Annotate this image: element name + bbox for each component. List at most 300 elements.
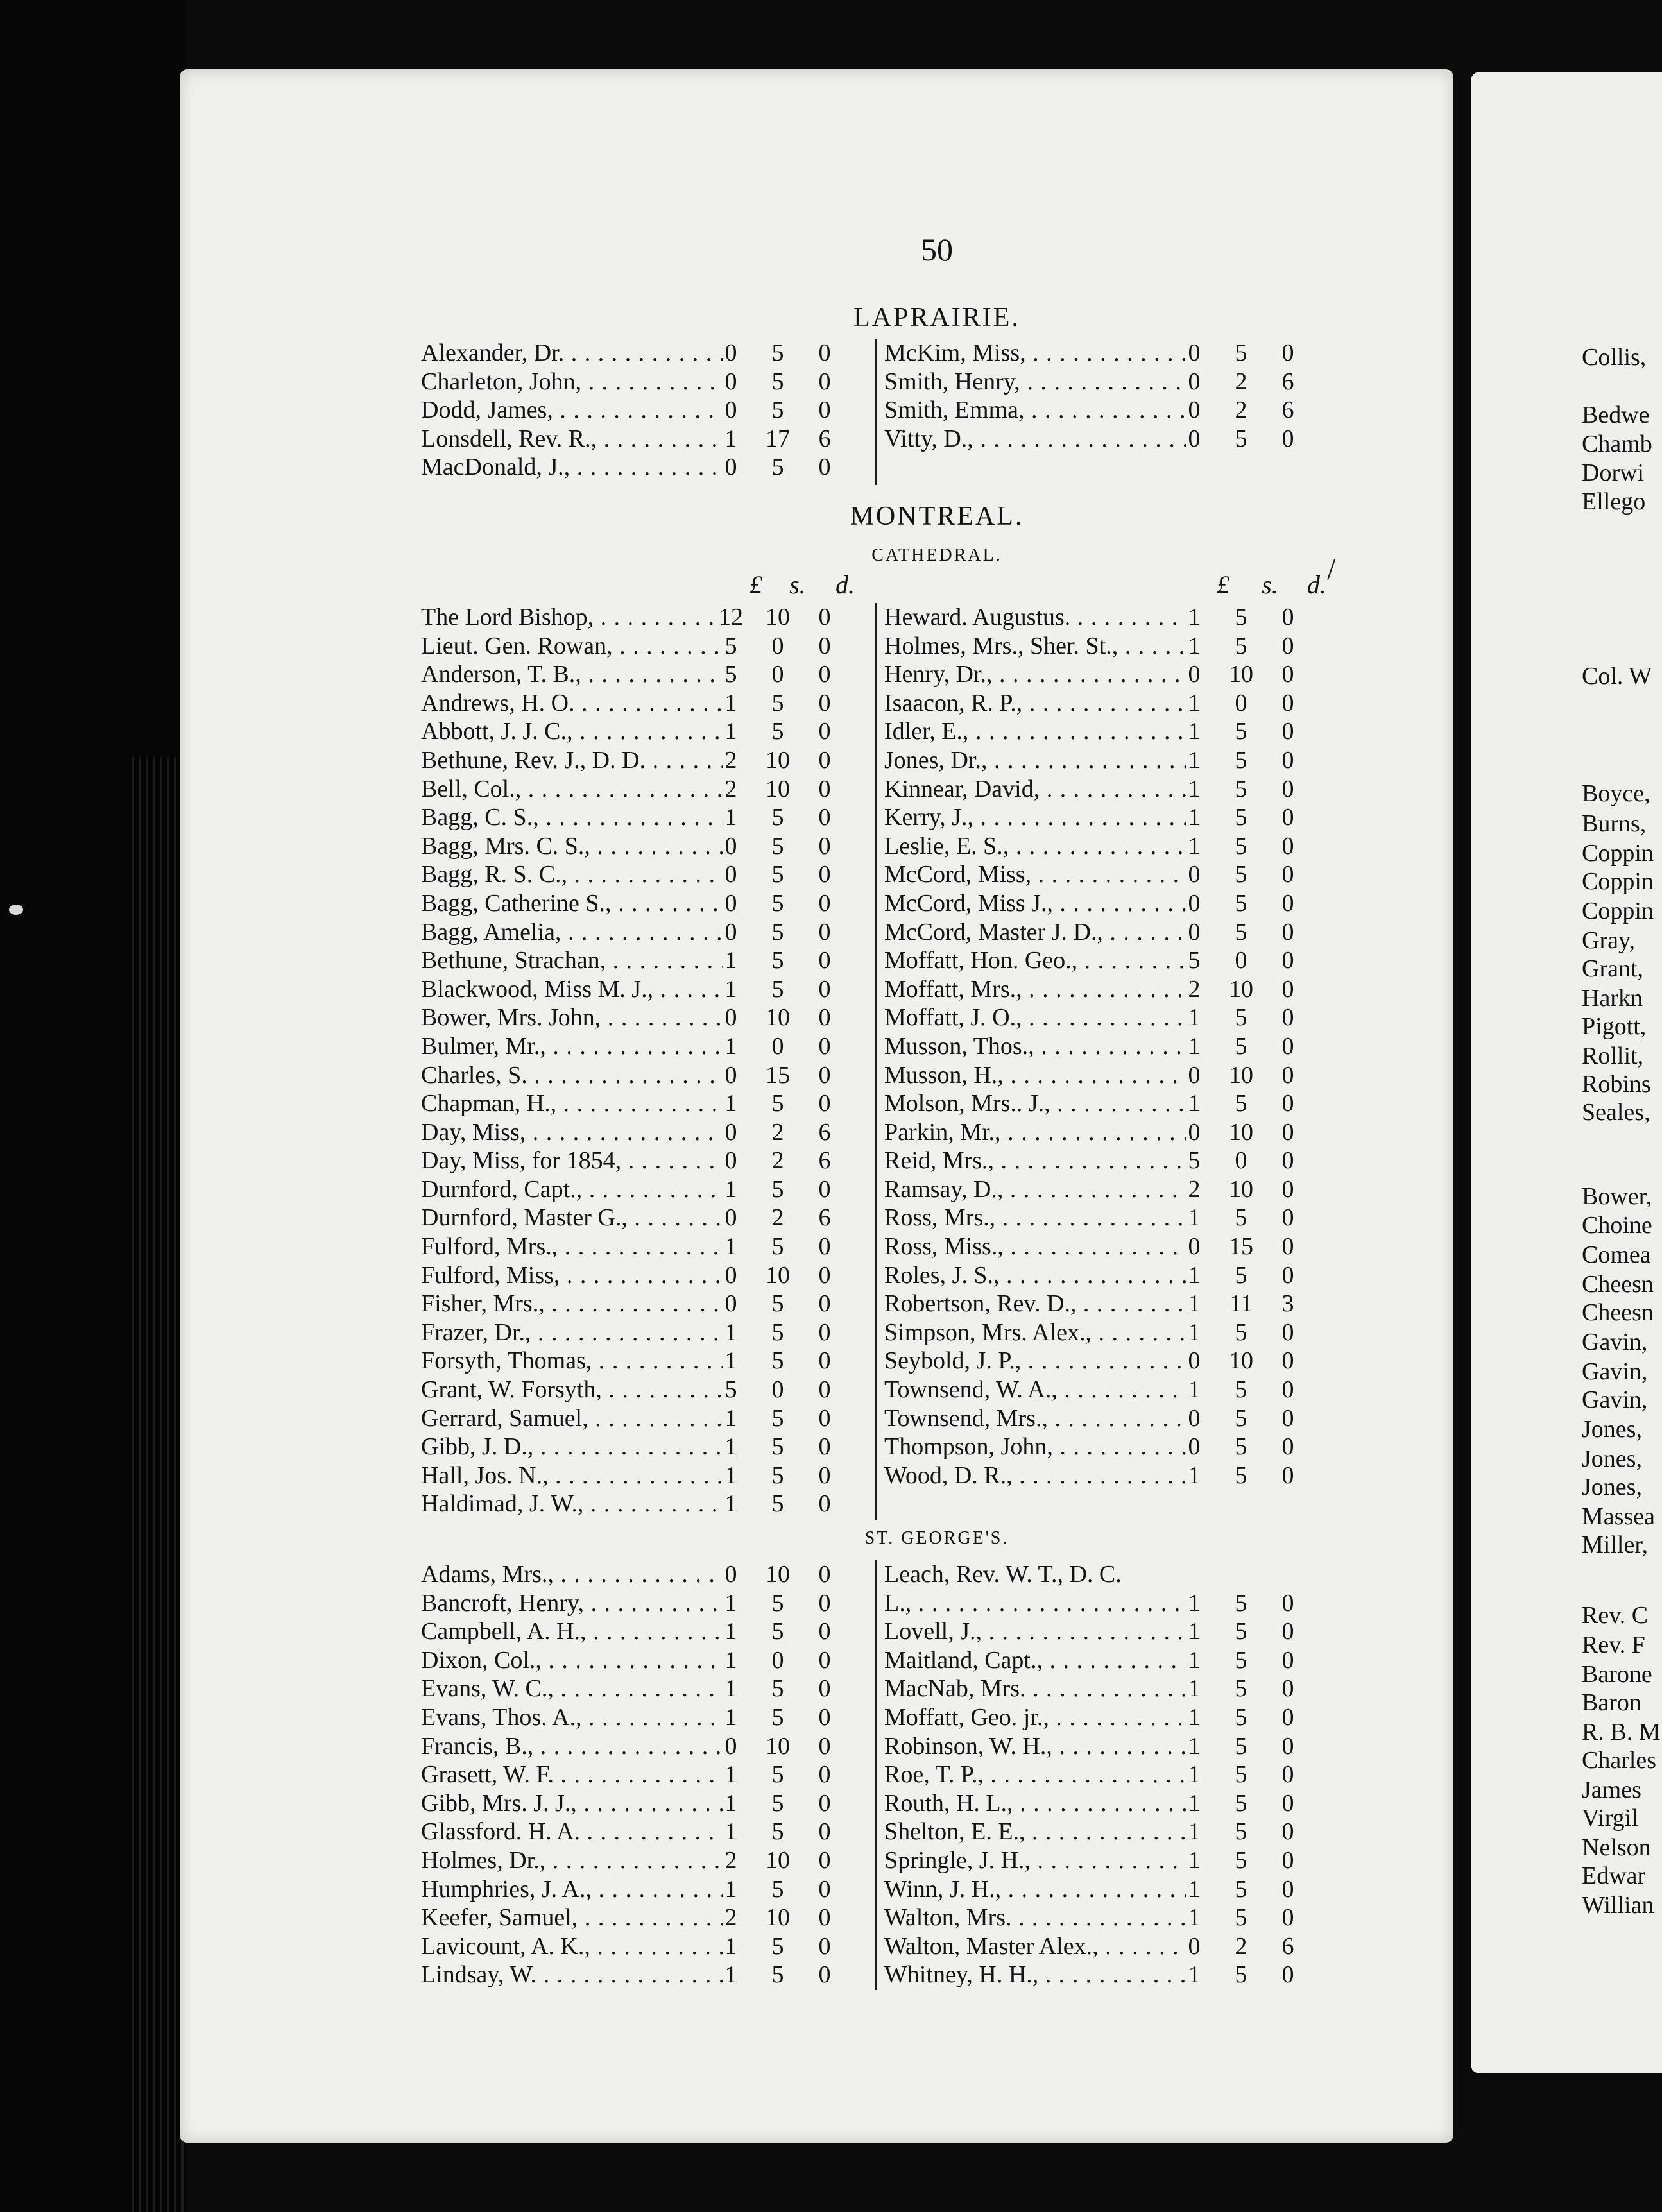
amount-pounds: 1 (724, 1818, 737, 1846)
amount-pence: 0 (818, 832, 831, 860)
amount-pounds: 0 (724, 1204, 737, 1232)
subscriber-name: Smith, Emma, . . . (884, 396, 1186, 425)
amount-pence: 0 (1281, 1147, 1294, 1175)
facing-page-fragment: Barone (1582, 1661, 1652, 1688)
subscriber-name: Moffatt, Mrs., . . . (884, 975, 1186, 1004)
subscriber-row (421, 1617, 883, 1646)
subscriber-row (884, 1404, 1346, 1433)
amount-shillings: 5 (771, 889, 784, 917)
amount-pence: 0 (818, 1675, 831, 1703)
amount-pence: 0 (818, 718, 831, 745)
amount-shillings: 2 (771, 1147, 784, 1175)
amount-pence: 0 (1281, 1433, 1294, 1461)
amount-shillings: 11 (1229, 1290, 1253, 1318)
subscriber-name: Bagg, Catherine S., . . . (421, 889, 723, 918)
amount-pence: 0 (1281, 1961, 1294, 1989)
left-column (421, 1560, 883, 1989)
amount-pence: 0 (818, 1961, 831, 1989)
facing-page-fragment: Grant, (1582, 955, 1644, 982)
subscriber-row (884, 775, 1346, 804)
subsection-title-st-georges: ST. GEORGE'S. (864, 1528, 1009, 1548)
amount-pounds: 2 (1188, 1175, 1201, 1203)
amount-shillings: 0 (771, 1376, 784, 1404)
amount-pence: 0 (818, 1461, 831, 1489)
amount-shillings: 10 (766, 604, 790, 631)
amount-pence: 0 (1281, 746, 1294, 774)
amount-pounds: 1 (724, 804, 737, 831)
subscriber-name: Bagg, Mrs. C. S., . . . (421, 832, 723, 861)
amount-pence: 0 (1281, 1904, 1294, 1932)
amount-pence: 0 (818, 746, 831, 774)
amount-shillings: 5 (771, 368, 784, 395)
amount-pence: 0 (1281, 775, 1294, 803)
amount-shillings: 5 (1235, 1004, 1247, 1032)
amount-shillings: 5 (1235, 1761, 1247, 1789)
amount-shillings: 5 (771, 1461, 784, 1489)
amount-pounds: 5 (724, 1376, 737, 1404)
amount-shillings: 5 (771, 1589, 784, 1617)
amount-pence: 0 (818, 975, 831, 1003)
amount-pounds: 1 (1188, 689, 1201, 717)
amount-pounds: 1 (1188, 718, 1201, 745)
facing-page-fragment: Burns, (1582, 810, 1647, 837)
subscriber-name: Abbott, J. J. C., . . . (421, 717, 723, 746)
amount-pence: 0 (818, 1618, 831, 1646)
amount-pounds: 1 (724, 1461, 737, 1489)
subscriber-name: Kinnear, David, . . . (884, 775, 1186, 804)
subscriber-name: Musson, Thos., . . . (884, 1032, 1186, 1061)
amount-shillings: 5 (771, 1932, 784, 1960)
amount-pounds: 0 (1188, 1233, 1201, 1261)
subscriber-row (421, 1646, 883, 1675)
amount-pence: 0 (1281, 1589, 1294, 1617)
amount-pence: 0 (818, 1261, 831, 1289)
subscriber-name: Bethune, Rev. J., D. D. . . . (421, 746, 723, 775)
subscriber-row (421, 975, 883, 1004)
amount-pence: 6 (1281, 396, 1294, 424)
amount-pounds: 1 (724, 1675, 737, 1703)
subscriber-row (421, 453, 883, 482)
amount-shillings: 5 (771, 804, 784, 831)
subscriber-name: Keefer, Samuel, . . . (421, 1903, 723, 1932)
amount-pounds: 0 (1188, 661, 1201, 688)
facing-page-fragment: Cheesn (1582, 1299, 1654, 1326)
amount-pence: 0 (1281, 1261, 1294, 1289)
amount-pence: 0 (818, 1904, 831, 1932)
amount-shillings: 5 (1235, 1703, 1247, 1731)
subscriber-name: Holmes, Mrs., Sher. St., . . . (884, 632, 1186, 661)
amount-pence: 6 (818, 1118, 831, 1146)
amount-pence: 0 (818, 1703, 831, 1731)
subscriber-row (421, 1175, 883, 1204)
subscriber-row (421, 1318, 883, 1347)
amount-shillings: 5 (1235, 718, 1247, 745)
amount-pounds: 0 (1188, 1932, 1201, 1960)
amount-pence: 0 (818, 339, 831, 366)
amount-shillings: 2 (771, 1118, 784, 1146)
subscriber-row (421, 832, 883, 861)
subscriber-row (421, 368, 883, 396)
subscriber-name: Musson, H., . . . (884, 1061, 1186, 1090)
film-edge-shadow (132, 757, 186, 2212)
facing-page-fragment: Massea (1582, 1503, 1655, 1530)
subscriber-row (884, 1032, 1346, 1061)
subscriber-name: Anderson, T. B., . . . (421, 660, 723, 689)
amount-pounds: 0 (724, 454, 737, 481)
amount-pounds: 0 (724, 889, 737, 917)
amount-pounds: 1 (1188, 1789, 1201, 1817)
amount-pence: 0 (1281, 1376, 1294, 1404)
facing-page-fragment: Gavin, (1582, 1358, 1648, 1385)
facing-page-fragment: Boyce, (1582, 780, 1650, 807)
amount-shillings: 2 (1235, 368, 1247, 395)
amount-pence: 0 (1281, 718, 1294, 745)
subscriber-row (884, 1732, 1346, 1761)
facing-page-fragment: Willian (1582, 1892, 1654, 1919)
facing-page-fragment: Harkn (1582, 985, 1643, 1012)
left-column (421, 339, 883, 482)
amount-pounds: 1 (724, 425, 737, 452)
amount-pence: 0 (818, 1376, 831, 1404)
subscriber-row (421, 1289, 883, 1318)
amount-pounds: 0 (724, 1561, 737, 1588)
subscriber-name: Vitty, D., . . . (884, 425, 1186, 454)
amount-pounds: 2 (724, 1904, 737, 1932)
amount-pence: 0 (1281, 947, 1294, 974)
subscriber-name: Maitland, Capt., . . . (884, 1646, 1186, 1675)
amount-pounds: 1 (724, 1646, 737, 1674)
amount-shillings: 0 (1235, 947, 1247, 974)
amount-shillings: 5 (1235, 861, 1247, 889)
subscriber-name: Campbell, A. H., . . . (421, 1617, 723, 1646)
facing-page-fragment: Cheesn (1582, 1271, 1654, 1298)
subscriber-name: Ross, Miss., . . . (884, 1232, 1186, 1261)
amount-pence: 0 (818, 1404, 831, 1432)
amount-pounds: 5 (1188, 947, 1201, 974)
subscriber-name: Durnford, Capt., . . . (421, 1175, 723, 1204)
subscriber-row (884, 1289, 1346, 1318)
subscriber-row (421, 1789, 883, 1818)
subscriber-row (421, 918, 883, 947)
amount-shillings: 5 (1235, 746, 1247, 774)
amount-shillings: 5 (771, 1175, 784, 1203)
amount-shillings: 5 (771, 1404, 784, 1432)
subscriber-row (884, 1433, 1346, 1461)
amount-pounds: 2 (724, 775, 737, 803)
amount-shillings: 5 (1235, 604, 1247, 631)
amount-pence: 6 (1281, 368, 1294, 395)
amount-pounds: 1 (724, 1433, 737, 1461)
amount-pence: 0 (1281, 1732, 1294, 1760)
amount-pence: 0 (1281, 861, 1294, 889)
amount-pounds: 1 (724, 1347, 737, 1375)
amount-shillings: 5 (771, 339, 784, 366)
amount-pounds: 1 (1188, 804, 1201, 831)
amount-shillings: 5 (771, 1818, 784, 1846)
amount-shillings: 5 (771, 1703, 784, 1731)
subscriber-row (884, 1003, 1346, 1032)
amount-shillings: 5 (771, 1490, 784, 1518)
facing-page-fragment: Gavin, (1582, 1329, 1648, 1356)
subscriber-row (884, 1646, 1346, 1675)
amount-pounds: 1 (724, 975, 737, 1003)
subscriber-name: Blackwood, Miss M. J., . . . (421, 975, 723, 1004)
subscriber-row (421, 1589, 883, 1618)
subscriber-name: McCord, Miss J., . . . (884, 889, 1186, 918)
amount-shillings: 5 (771, 718, 784, 745)
subscriber-row (884, 832, 1346, 861)
amount-pounds: 1 (724, 1490, 737, 1518)
facing-page-fragment: Ellego (1582, 488, 1646, 515)
facing-page-fragment: Robins (1582, 1071, 1651, 1098)
subscriber-row (884, 1932, 1346, 1961)
subscriber-name: Isaacon, R. P., . . . (884, 689, 1186, 718)
amount-pounds: 0 (724, 339, 737, 366)
subscriber-row (421, 1760, 883, 1789)
amount-pence: 0 (818, 1347, 831, 1375)
subscriber-name: Grasett, W. F. . . . (421, 1760, 723, 1789)
amount-shillings: 5 (771, 396, 784, 424)
facing-page-fragment: Rev. F (1582, 1631, 1645, 1658)
facing-page-fragment: Jones, (1582, 1445, 1642, 1472)
subscriber-name: Smith, Henry, . . . (884, 368, 1186, 396)
amount-shillings: 5 (1235, 1789, 1247, 1817)
amount-pounds: 1 (1188, 1290, 1201, 1318)
amount-shillings: 5 (771, 454, 784, 481)
header-pence-right: d. (1307, 570, 1326, 599)
subscriber-name: Townsend, W. A., . . . (884, 1375, 1186, 1404)
amount-pence: 0 (1281, 661, 1294, 688)
subscriber-name: Moffatt, Geo. jr., . . . (884, 1703, 1186, 1732)
amount-pounds: 1 (724, 1090, 737, 1118)
amount-shillings: 5 (771, 1290, 784, 1318)
subscriber-name: Leach, Rev. W. T., D. C. (884, 1561, 1122, 1588)
subscriber-name: Townsend, Mrs., . . . (884, 1404, 1186, 1433)
amount-pounds: 1 (1188, 632, 1201, 659)
amount-pounds: 1 (1188, 775, 1201, 803)
amount-shillings: 5 (1235, 1376, 1247, 1404)
subscriber-row (421, 1146, 883, 1175)
amount-pounds: 1 (1188, 1904, 1201, 1932)
amount-pounds: 0 (1188, 918, 1201, 946)
amount-shillings: 0 (771, 661, 784, 688)
header-shillings-left: s. (789, 570, 806, 599)
subscriber-row (421, 1674, 883, 1703)
amount-pence: 0 (1281, 425, 1294, 452)
subscriber-row (421, 1490, 883, 1519)
amount-pence: 0 (1281, 1090, 1294, 1118)
amount-pence: 0 (1281, 1347, 1294, 1375)
amount-shillings: 0 (1235, 1147, 1247, 1175)
subscriber-row (421, 946, 883, 975)
right-column (884, 339, 1346, 453)
facing-page-fragment: Pigott, (1582, 1013, 1647, 1040)
subscriber-name: Gerrard, Samuel, . . . (421, 1404, 723, 1433)
subscriber-name: Lovell, J., . . . (884, 1617, 1186, 1646)
amount-pence: 0 (1281, 1204, 1294, 1232)
amount-pounds: 1 (724, 1404, 737, 1432)
facing-page-fragment: Dorwi (1582, 459, 1645, 486)
right-column (884, 1560, 1346, 1989)
subscriber-row (884, 1903, 1346, 1932)
amount-pence: 0 (818, 368, 831, 395)
subscriber-row (884, 1760, 1346, 1789)
amount-pounds: 0 (724, 1118, 737, 1146)
amount-pounds: 5 (1188, 1147, 1201, 1175)
facing-page-fragment: Comea (1582, 1241, 1651, 1268)
subscriber-name: Leslie, E. S., . . . (884, 832, 1186, 861)
amount-pounds: 0 (1188, 1347, 1201, 1375)
subscriber-name: Heward. Augustus. . . . (884, 603, 1186, 632)
amount-pence: 3 (1281, 1290, 1294, 1318)
amount-pounds: 0 (724, 861, 737, 889)
amount-pounds: 0 (1188, 368, 1201, 395)
facing-page-fragment: Edwar (1582, 1862, 1646, 1889)
subscriber-row (421, 1347, 883, 1375)
subscriber-row (421, 1375, 883, 1404)
subscriber-row (421, 1732, 883, 1761)
subscriber-row (421, 632, 883, 661)
subscriber-row (421, 689, 883, 718)
amount-shillings: 5 (771, 1090, 784, 1118)
subscriber-row (884, 1817, 1346, 1846)
subscriber-row (421, 1089, 883, 1118)
amount-shillings: 5 (771, 1347, 784, 1375)
amount-pence: 0 (818, 1818, 831, 1846)
header-pounds-right: £ (1217, 570, 1229, 599)
subscriber-row (884, 717, 1346, 746)
subscriber-name: MacDonald, J., . . . (421, 453, 723, 482)
amount-pence: 0 (1281, 1818, 1294, 1846)
subscriber-name: Walton, Mrs. . . . (884, 1903, 1186, 1932)
amount-pence: 0 (818, 689, 831, 717)
page-number: 50 (921, 232, 953, 268)
header-pounds-left: £ (750, 570, 762, 599)
amount-shillings: 5 (1235, 918, 1247, 946)
subscriber-row (421, 1903, 883, 1932)
subscriber-row (884, 918, 1346, 947)
amount-pounds: 0 (724, 1061, 737, 1089)
amount-pounds: 1 (1188, 1589, 1201, 1617)
subscriber-name: Evans, Thos. A., . . . (421, 1703, 723, 1732)
amount-shillings: 10 (766, 775, 790, 803)
subscriber-row (421, 803, 883, 832)
subscriber-name: McCord, Master J. D., . . . (884, 918, 1186, 947)
amount-pounds: 0 (724, 1261, 737, 1289)
amount-shillings: 10 (1229, 661, 1253, 688)
subscriber-name: Charleton, John, . . . (421, 368, 723, 396)
amount-pence: 0 (1281, 1118, 1294, 1146)
subscriber-row (884, 860, 1346, 889)
subscriber-row (884, 1875, 1346, 1904)
subscriber-row (884, 1204, 1346, 1232)
subscriber-row (884, 1061, 1346, 1090)
amount-shillings: 5 (1235, 889, 1247, 917)
amount-shillings: 5 (771, 1318, 784, 1346)
facing-page-fragment: Nelson (1582, 1834, 1651, 1861)
facing-page-fragment: Rollit, (1582, 1042, 1644, 1069)
amount-shillings: 5 (771, 689, 784, 717)
subscriber-name: Gibb, J. D., . . . (421, 1433, 723, 1461)
subscriber-name: L., . . . (884, 1589, 1186, 1618)
facing-page-fragment: Jones, (1582, 1416, 1642, 1443)
subscriber-row (884, 746, 1346, 775)
subscriber-row (884, 425, 1346, 454)
amount-pence: 0 (1281, 1646, 1294, 1674)
amount-pence: 0 (818, 918, 831, 946)
amount-pence: 0 (818, 861, 831, 889)
subscriber-name: Fisher, Mrs., . . . (421, 1289, 723, 1318)
amount-shillings: 5 (1235, 1904, 1247, 1932)
subscriber-row (884, 632, 1346, 661)
subscriber-name: Bancroft, Henry, . . . (421, 1589, 723, 1618)
amount-shillings: 10 (766, 746, 790, 774)
amount-shillings: 5 (1235, 1961, 1247, 1989)
subscriber-row (421, 1817, 883, 1846)
amount-pounds: 0 (1188, 889, 1201, 917)
left-column (421, 603, 883, 1519)
amount-pence: 0 (818, 889, 831, 917)
facing-page-fragment: Chamb (1582, 430, 1652, 457)
amount-pounds: 1 (1188, 746, 1201, 774)
amount-pence: 0 (818, 1561, 831, 1588)
facing-page-fragment: Seales, (1582, 1099, 1650, 1126)
subscriber-row (421, 775, 883, 804)
subscriber-name: Idler, E., . . . (884, 717, 1186, 746)
subscriber-row (421, 1461, 883, 1490)
amount-pence: 0 (1281, 339, 1294, 366)
amount-pounds: 1 (1188, 1703, 1201, 1731)
amount-pounds: 1 (724, 947, 737, 974)
subscriber-name: Robertson, Rev. D., . . . (884, 1289, 1186, 1318)
subscriber-row (884, 1261, 1346, 1290)
amount-pounds: 1 (1188, 1090, 1201, 1118)
subscriber-name: Bagg, Amelia, . . . (421, 918, 723, 947)
amount-pounds: 1 (724, 1761, 737, 1789)
subscriber-name: Parkin, Mr., . . . (884, 1118, 1186, 1147)
subscriber-row (884, 1789, 1346, 1818)
facing-page-fragment: James (1582, 1776, 1641, 1803)
amount-shillings: 5 (771, 918, 784, 946)
subscriber-name: Gibb, Mrs. J. J., . . . (421, 1789, 723, 1818)
amount-shillings: 5 (771, 1433, 784, 1461)
subscriber-name: Jones, Dr., . . . (884, 746, 1186, 775)
amount-pence: 0 (818, 1433, 831, 1461)
amount-pence: 6 (818, 1147, 831, 1175)
subscriber-row (884, 396, 1346, 425)
subscriber-name: Fulford, Mrs., . . . (421, 1232, 723, 1261)
amount-pence: 0 (818, 775, 831, 803)
amount-shillings: 0 (771, 632, 784, 659)
subscriber-name: Bell, Col., . . . (421, 775, 723, 804)
amount-shillings: 5 (1235, 1261, 1247, 1289)
right-column (884, 603, 1346, 1490)
subscriber-name: Bagg, R. S. C., . . . (421, 860, 723, 889)
subscriber-row (421, 1118, 883, 1147)
subscriber-row (884, 1318, 1346, 1347)
subscriber-name: Winn, J. H., . . . (884, 1875, 1186, 1904)
subscriber-name: Walton, Master Alex., . . . (884, 1932, 1186, 1961)
amount-shillings: 15 (766, 1061, 790, 1089)
subscriber-row (884, 1617, 1346, 1646)
subscriber-row (884, 603, 1346, 632)
amount-shillings: 5 (1235, 339, 1247, 366)
subscriber-row (421, 1932, 883, 1961)
subscriber-name: Dodd, James, . . . (421, 396, 723, 425)
subscriber-name: MacNab, Mrs. . . . (884, 1674, 1186, 1703)
amount-pence: 0 (1281, 918, 1294, 946)
amount-pounds: 1 (1188, 1318, 1201, 1346)
